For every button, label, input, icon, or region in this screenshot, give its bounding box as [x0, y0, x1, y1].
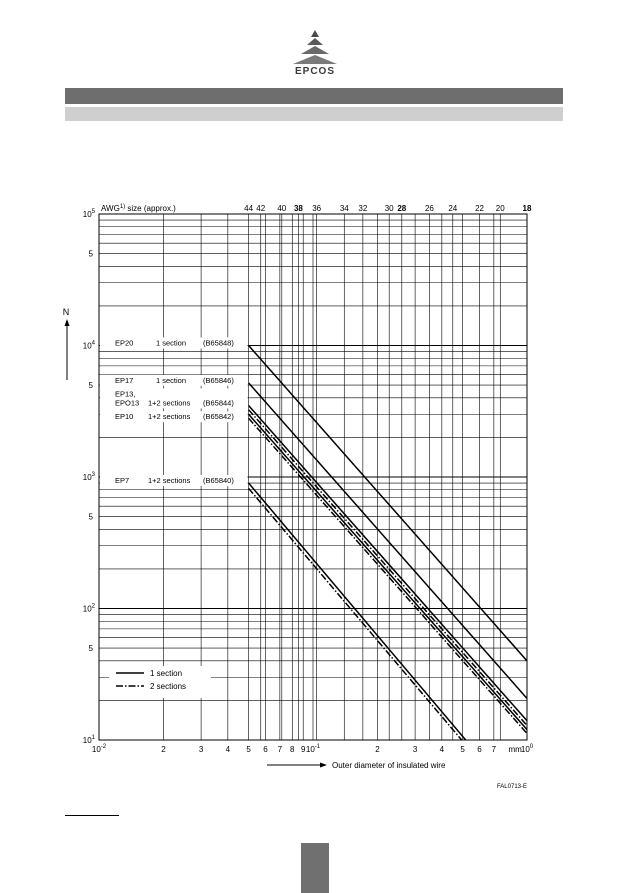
x-tick-label: $10^{-2}$ [91, 744, 107, 754]
x-tick-label: 6 [477, 745, 482, 754]
legend-label: 1 section [150, 669, 183, 678]
y-tick-label: $10^2$ [82, 603, 95, 614]
x-tick-label: 7 [277, 745, 283, 754]
awg-tick-label: 22 [475, 204, 484, 213]
x-tick-label: 5 [246, 745, 251, 754]
awg-tick-label: 42 [256, 204, 266, 213]
annotation-part: (B65842) [203, 412, 234, 422]
awg-tick-label: 36 [312, 204, 322, 213]
page-number-tab [301, 843, 329, 893]
annotation-device: EP7 [115, 476, 130, 486]
figure-code: FAL0713-E [496, 784, 527, 790]
awg-tick-label: 44 [244, 204, 254, 213]
annotation-part: (B65840) [203, 476, 234, 486]
series-line [249, 346, 527, 661]
annotation-part: (B65844) [203, 398, 234, 408]
x-tick-label: 4 [439, 745, 445, 754]
series-line [249, 405, 527, 720]
annotation-sections: 1+2 sections [148, 412, 191, 422]
annotation-part: (B65848) [203, 338, 234, 348]
x-tick-label: 3 [198, 745, 204, 754]
annotation-sections: 1+2 sections [148, 476, 191, 486]
awg-tick-label: 38 [293, 204, 303, 213]
annotation-device: EPO13 [115, 398, 140, 408]
awg-tick-label: 24 [448, 204, 458, 213]
y-tick-label: 5 [88, 644, 93, 654]
annotation-device: EP20 [115, 338, 134, 348]
y-axis-label: N [62, 307, 70, 317]
x-tick-label: 4 [225, 745, 231, 754]
x-axis-label: Outer diameter of insulated wire [332, 761, 446, 770]
awg-tick-label: 28 [397, 204, 407, 213]
y-tick-label: $10^3$ [82, 472, 95, 482]
y-tick-label: $10^5$ [82, 209, 95, 219]
x-tick-label: 2 [161, 745, 166, 754]
y-tick-label: 5 [88, 381, 93, 391]
y-tick-label: $10^1$ [82, 735, 95, 745]
x-tick-label: 6 [263, 745, 268, 754]
annotation-device: EP10 [115, 412, 134, 422]
legend-label: 2 sections [150, 682, 187, 691]
x-tick-label: $10^{-1}$ [305, 744, 321, 754]
series-line [249, 483, 466, 740]
y-tick-label: 5 [88, 249, 93, 259]
x-tick-label: 7 [491, 745, 497, 754]
annotation-device: EP13, [115, 389, 136, 399]
x-tick-label: 8 [290, 745, 295, 754]
awg-tick-label: 20 [495, 204, 505, 213]
top-axis-title: AWG$^{1)}$ size (approx.) [101, 204, 176, 213]
x-tick-label: $10^0$ [520, 744, 534, 754]
series-line [249, 410, 527, 726]
annotation-sections: 1+2 sections [148, 398, 191, 408]
logo-text: EPCOS [294, 66, 335, 77]
x-tick-label: 3 [412, 745, 418, 754]
x-tick-label: 2 [375, 745, 380, 754]
awg-tick-label: 34 [339, 204, 349, 213]
awg-tick-label: 30 [384, 204, 394, 213]
annotation-part: (B65846) [203, 375, 234, 385]
x-tick-label: 5 [460, 745, 465, 754]
series-line [249, 414, 527, 729]
awg-tick-label: 32 [358, 204, 368, 213]
x-axis-arrow-head [320, 763, 327, 768]
y-tick-label: $10^4$ [82, 340, 95, 351]
series-line [249, 418, 527, 733]
annotation-sections: 1 section [156, 338, 187, 348]
footnote-rule [65, 815, 119, 816]
series-line [249, 383, 527, 699]
x-tick-label: 9 [300, 745, 306, 754]
y-axis-arrow-head [65, 319, 70, 326]
annotation-sections: 1 section [156, 375, 187, 385]
awg-tick-label: 18 [522, 204, 532, 213]
awg-tick-label: 40 [277, 204, 287, 213]
annotation-device: EP17 [115, 375, 134, 385]
awg-tick-label: 26 [424, 204, 434, 213]
x-unit-label: mm [508, 745, 522, 754]
y-tick-label: 5 [88, 512, 93, 522]
